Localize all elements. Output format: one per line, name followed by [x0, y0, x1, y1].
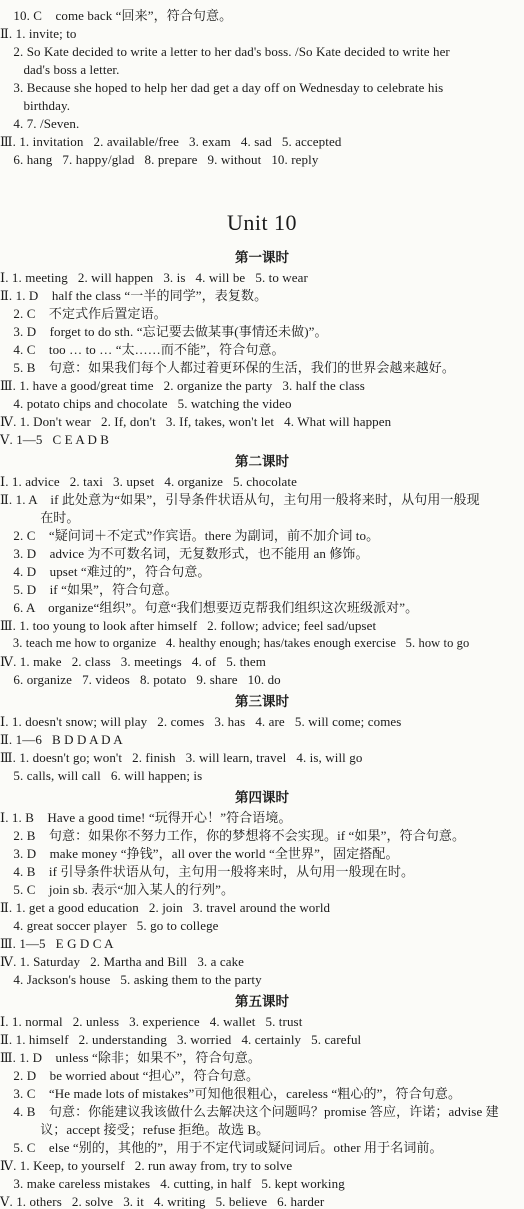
text-line: 4. D upset “难过的”，符合句意。 — [0, 564, 211, 579]
text-line: 4. Jackson's house 5. asking them to the party — [0, 972, 262, 987]
text-line: 5. C else “别的，其他的”，用于不定代词或疑问词后。other 用于名词前。 — [0, 1140, 443, 1155]
text-line: 3. teach me how to organize 4. healthy enough; has/takes enough exercise 5. how to go — [0, 636, 470, 650]
text-line: Ⅰ. 1. meeting 2. will happen 3. is 4. will be 5. to wear — [0, 270, 308, 285]
text-line: Ⅴ. 1. others 2. solve 3. it 4. writing 5. believe 6. harder — [0, 1194, 325, 1209]
text-line: Ⅱ. 1—6 B D D A D A — [0, 732, 123, 747]
text-line: 3. D forget to do sth. “忘记要去做某事(事情还未做)”。 — [0, 324, 328, 339]
text-line: 议；accept 接受；refuse 拒绝。故选 B。 — [0, 1122, 270, 1137]
text-line: 2. D be worried about “担心”，符合句意。 — [0, 1068, 260, 1083]
text-line: 4. 7. /Seven. — [0, 116, 80, 131]
lesson-title: 第一课时 — [235, 250, 289, 266]
text-line: Ⅰ. 1. doesn't snow; will play 2. comes 3. has 4. are 5. will come; comes — [0, 714, 402, 729]
text-line: 4. potato chips and chocolate 5. watching the video — [0, 396, 292, 411]
text-line: 3. C “He made lots of mistakes”可知他很粗心，careless “粗心的”，符合句意。 — [0, 1086, 462, 1101]
text-line: dad's boss a letter. — [0, 62, 120, 77]
text-line: Ⅲ. 1. D unless “除非；如果不”，符合句意。 — [0, 1050, 261, 1065]
text-line: Ⅲ. 1—5 E G D C A — [0, 936, 114, 951]
text-line: Ⅳ. 1. Saturday 2. Martha and Bill 3. a cake — [0, 954, 245, 969]
unit-title: Unit 10 — [226, 210, 298, 235]
text-line: 2. B 句意：如果你不努力工作，你的梦想将不会实现。if “如果”，符合句意。 — [0, 828, 466, 843]
text-line: 3. D make money “挣钱”，all over the world “全世界”，固定搭配。 — [0, 846, 399, 861]
lesson-title: 第三课时 — [235, 694, 289, 710]
text-line: Ⅳ. 1. make 2. class 3. meetings 4. of 5. them — [0, 654, 266, 669]
text-line: Ⅲ. 1. too young to look after himself 2. follow; advice; feel sad/upset — [0, 618, 377, 633]
text-line: 2. C “疑问词＋不定式”作宾语。there 为副词，前不加介词 to。 — [0, 528, 380, 543]
text-line: Ⅳ. 1. Don't wear 2. If, don't 3. If, takes, won't let 4. What will happen — [0, 414, 392, 429]
text-line: 5. C join sb. 表示“加入某人的行列”。 — [0, 882, 235, 897]
text-line: 3. make careless mistakes 4. cutting, in half 5. kept working — [0, 1176, 345, 1191]
text-line: 5. calls, will call 6. will happen; is — [0, 768, 203, 783]
lesson-title: 第四课时 — [235, 790, 289, 806]
lesson-title: 第二课时 — [235, 454, 289, 470]
text-line: 4. great soccer player 5. go to college — [0, 918, 219, 933]
text-line: 4. B 句意：你能建议我该做什么去解决这个问题吗？promise 答应，许诺；advise 建 — [0, 1104, 499, 1119]
text-line: Ⅲ. 1. invitation 2. available/free 3. exam 4. sad 5. accepted — [0, 134, 342, 149]
text-line: 3. D advice 为不可数名词，无复数形式，也不能用 an 修饰。 — [0, 546, 369, 561]
text-line: 10. C come back “回来”，符合句意。 — [0, 8, 233, 23]
text-line: Ⅰ. 1. normal 2. unless 3. experience 4. wallet 5. trust — [0, 1014, 303, 1029]
text-line: Ⅱ. 1. invite; to — [0, 26, 77, 41]
text-line: 3. Because she hoped to help her dad get a day off on Wednesday to celebrate his — [0, 80, 444, 95]
text-line: birthday. — [0, 98, 71, 113]
text-line: Ⅲ. 1. doesn't go; won't 2. finish 3. will learn, travel 4. is, will go — [0, 750, 363, 765]
text-line: Ⅴ. 1—5 C E A D B — [0, 432, 110, 447]
text-line: 6. hang 7. happy/glad 8. prepare 9. without 10. reply — [0, 152, 319, 167]
text-line: 5. B 句意：如果我们每个人都过着更环保的生活，我们的世界会越来越好。 — [0, 360, 455, 375]
text-line: 4. B if 引导条件状语从句，主句用一般将来时，从句用一般现在时。 — [0, 864, 415, 879]
text-line: Ⅱ. 1. A if 此处意为“如果”，引导条件状语从句，主句用一般将来时，从句用一般现 — [0, 492, 480, 507]
text-line: Ⅲ. 1. have a good/great time 2. organize the party 3. half the class — [0, 378, 365, 393]
text-line: 6. organize 7. videos 8. potato 9. share 10. do — [0, 672, 281, 687]
text-line: 4. C too … to … “太……而不能”，符合句意。 — [0, 342, 285, 357]
text-line: 6. A organize“组织”。句意“我们想要迈克帮我们组织这次班级派对”。 — [0, 600, 419, 615]
text-line: 2. So Kate decided to write a letter to her dad's boss. /So Kate decided to write her — [0, 44, 450, 59]
text-line: 5. D if “如果”，符合句意。 — [0, 582, 178, 597]
text-line: Ⅰ. 1. B Have a good time! “玩得开心！”符合语境。 — [0, 810, 292, 825]
text-line: 在时。 — [0, 510, 80, 525]
text-line: Ⅱ. 1. D half the class “一半的同学”，表复数。 — [0, 288, 268, 303]
text-line: Ⅳ. 1. Keep, to yourself 2. run away from, try to solve — [0, 1158, 293, 1173]
text-line: Ⅱ. 1. get a good education 2. join 3. travel around the world — [0, 900, 331, 915]
text-line: Ⅰ. 1. advice 2. taxi 3. upset 4. organize 5. chocolate — [0, 474, 298, 489]
text-line: Ⅱ. 1. himself 2. understanding 3. worried 4. certainly 5. careful — [0, 1032, 362, 1047]
lesson-title: 第五课时 — [235, 994, 289, 1010]
text-line: 2. C 不定式作后置定语。 — [0, 306, 167, 321]
